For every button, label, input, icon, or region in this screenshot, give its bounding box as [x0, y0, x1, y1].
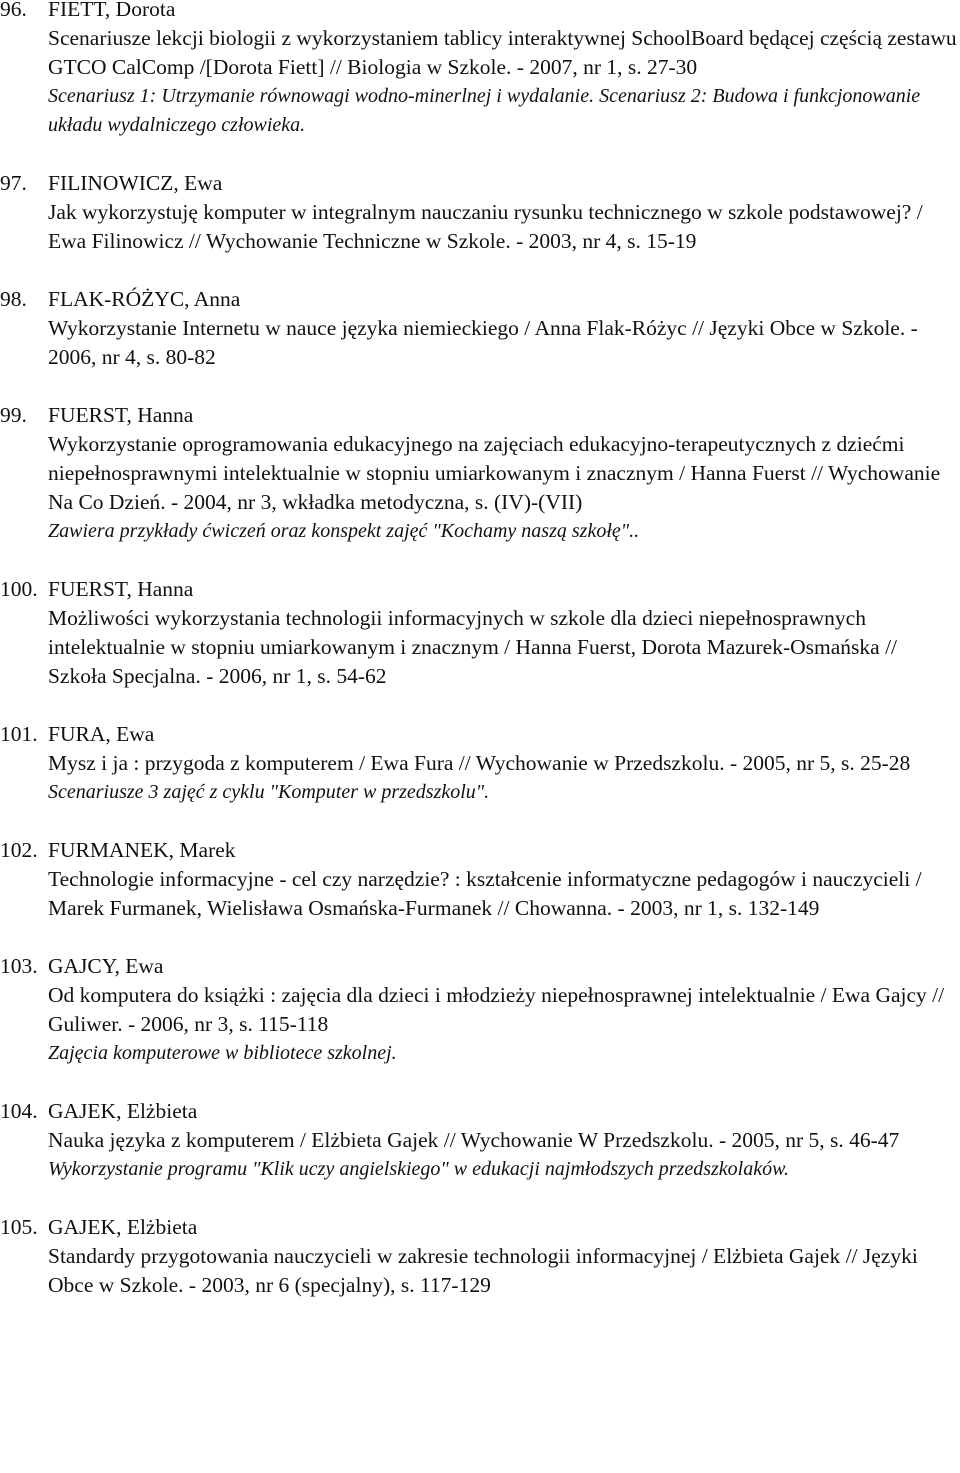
entry-author: GAJCY, Ewa — [48, 954, 164, 978]
entry-title: Możliwości wykorzystania technologii informacyjnych w szkole dla dzieci niepełnosprawnych intelektualnie w stopniu umiarkowanym i znacznym / Hanna Fuerst, Dorota Mazurek-Osmańska // Szkoła Specjalna. - 2006, nr 1, s. 54-62 — [48, 606, 898, 688]
bibliography-entry-104 — [0, 1097, 960, 1184]
entry-number: 101. — [0, 722, 38, 746]
entry-number: 102. — [0, 838, 38, 862]
entry-number: 97. — [0, 171, 27, 195]
entry-note: Zajęcia komputerowe w bibliotece szkolnej. — [48, 1042, 397, 1064]
entry-note: Scenariusze 3 zajęć z cyklu "Komputer w przedszkolu". — [48, 781, 490, 803]
entry-note: Zawiera przykłady ćwiczeń oraz konspekt zajęć "Kochamy naszą szkołę".. — [48, 520, 640, 542]
bibliography-entry-97 — [0, 169, 960, 256]
bibliography-entry-98 — [0, 285, 960, 372]
entry-title: Technologie informacyjne - cel czy narzędzie? : kształcenie informatyczne pedagogów i nauczycieli / Marek Furmanek, Wielisława Osmańska-Furmanek // Chowanna. - 2003, nr 1, s. 132-149 — [48, 867, 922, 920]
entry-author: GAJEK, Elżbieta — [48, 1099, 198, 1123]
entry-title: Nauka języka z komputerem / Elżbieta Gajek // Wychowanie W Przedszkolu. - 2005, nr 5, s. 46-47 — [48, 1128, 900, 1152]
entry-number: 104. — [0, 1099, 38, 1123]
entry-title: Wykorzystanie oprogramowania edukacyjnego na zajęciach edukacyjno-terapeutycznych z dziećmi niepełnosprawnymi intelektualnie w stopniu umiarkowanym i znacznym / Hanna Fuerst // Wychowanie Na Co Dzień. - 2004, nr 3, wkładka metodyczna, s. (IV)-(VII) — [48, 432, 941, 514]
entry-title: Jak wykorzystuję komputer w integralnym nauczaniu rysunku technicznego w szkole podstawowej? / Ewa Filinowicz // Wychowanie Techniczne w Szkole. - 2003, nr 4, s. 15-19 — [48, 200, 923, 253]
entry-title: Standardy przygotowania nauczycieli w zakresie technologii informacyjnej / Elżbieta Gajek // Języki Obce w Szkole. - 2003, nr 6 (specjalny), s. 117-129 — [48, 1244, 918, 1297]
entry-title: Scenariusze lekcji biologii z wykorzystaniem tablicy interaktywnej SchoolBoard będącej częścią zestawu GTCO CalComp /[Dorota Fiett] // Biologia w Szkole. - 2007, nr 1, s. 27-30 — [48, 26, 957, 79]
bibliography-entry-99 — [0, 401, 960, 546]
entry-author: FLAK-RÓŻYC, Anna — [48, 287, 241, 311]
entry-note: Scenariusz 1: Utrzymanie równowagi wodno-minerlnej i wydalanie. Scenariusz 2: Budowa i funkcjonowanie układu wydalniczego człowieka. — [48, 85, 921, 136]
entry-author: FUERST, Hanna — [48, 577, 194, 601]
bibliography-entry-96 — [0, 0, 960, 140]
entry-title: Wykorzystanie Internetu w nauce języka niemieckiego / Anna Flak-Różyc // Języki Obce w Szkole. - 2006, nr 4, s. 80-82 — [48, 316, 918, 369]
entry-author: FURA, Ewa — [48, 722, 155, 746]
entry-title: Mysz i ja : przygoda z komputerem / Ewa Fura // Wychowanie w Przedszkolu. - 2005, nr 5, s. 25-28 — [48, 751, 911, 775]
entry-author: FILINOWICZ, Ewa — [48, 171, 223, 195]
entry-number: 100. — [0, 577, 38, 601]
entry-author: FURMANEK, Marek — [48, 838, 236, 862]
entry-number: 103. — [0, 954, 38, 978]
entry-title: Od komputera do książki : zajęcia dla dzieci i młodzieży niepełnosprawnej intelektualnie / Ewa Gajcy // Guliwer. - 2006, nr 3, s. 115-118 — [48, 983, 945, 1036]
entry-author: FIETT, Dorota — [48, 0, 176, 21]
bibliography-entry-105 — [0, 1213, 960, 1300]
bibliography-entry-101 — [0, 720, 960, 807]
entry-author: GAJEK, Elżbieta — [48, 1215, 198, 1239]
bibliography-entry-103 — [0, 952, 960, 1068]
entry-number: 105. — [0, 1215, 38, 1239]
entry-note: Wykorzystanie programu "Klik uczy angielskiego" w edukacji najmłodszych przedszkolaków. — [48, 1158, 789, 1180]
bibliography-entry-102 — [0, 836, 960, 923]
bibliography-entry-100 — [0, 575, 960, 691]
entry-number: 98. — [0, 287, 27, 311]
entry-number: 96. — [0, 0, 27, 21]
entry-author: FUERST, Hanna — [48, 403, 194, 427]
entry-number: 99. — [0, 403, 27, 427]
